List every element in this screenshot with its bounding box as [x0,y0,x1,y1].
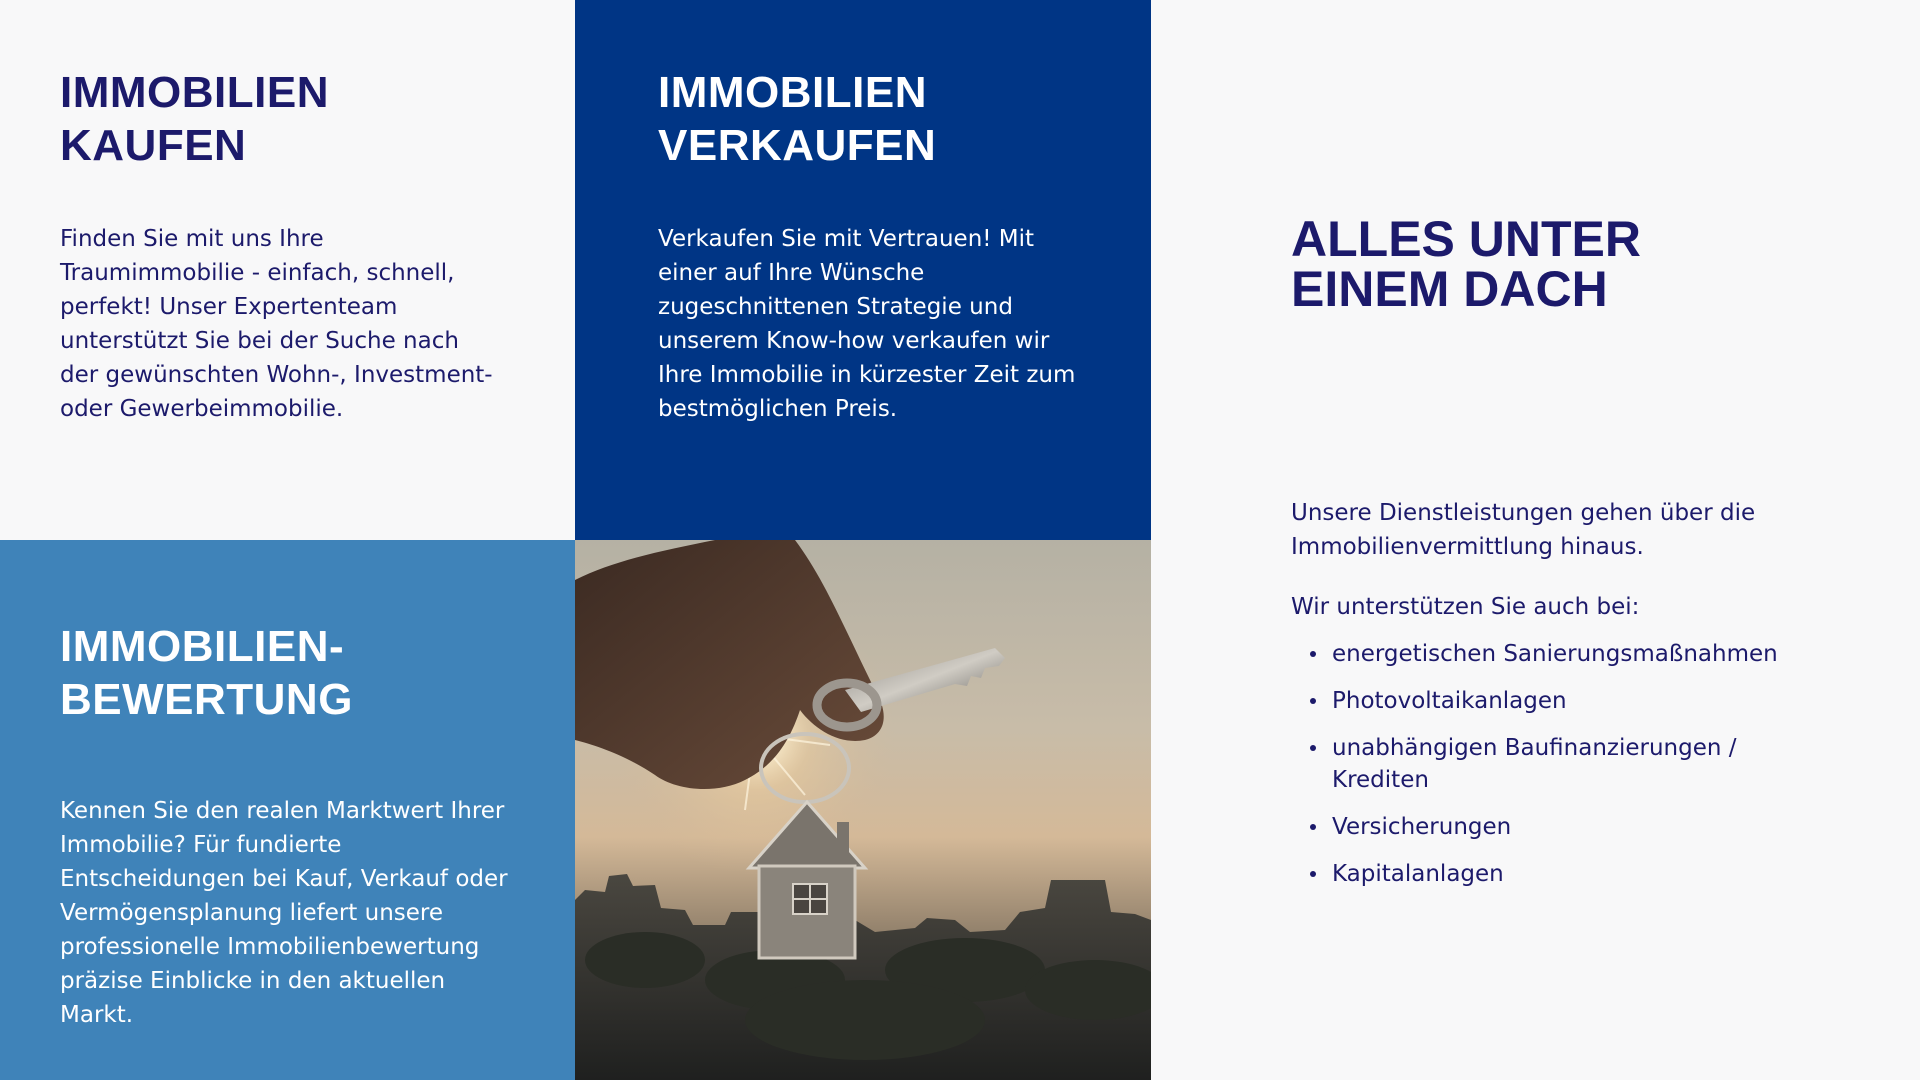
valuation-heading-line1: IMMOBILIEN- [60,622,345,671]
valuation-heading [60,620,515,726]
services-panel [1151,0,1920,1080]
buy-heading [60,66,515,172]
sell-heading [658,66,1091,172]
list-item: Kapitalanlagen [1332,858,1831,890]
services-content [1291,496,1831,905]
services-heading-line1: ALLES UNTER [1291,211,1641,267]
sell-heading-line2: VERKAUFEN [658,121,937,170]
services-heading-line2: EINEM DACH [1291,261,1608,317]
list-item: Versicherungen [1332,811,1831,843]
buy-heading-line1: IMMOBILIEN [60,68,329,117]
buy-heading-line2: KAUFEN [60,121,247,170]
services-heading [1291,211,1641,317]
valuation-description: Kennen Sie den realen Marktwert Ihrer Immobilie? Für fundierte Entscheidungen bei Kauf, Verkauf oder Vermögensplanung liefert unsere professionelle Immobilienbewertung präzise Einblicke in den aktuellen Markt. [60,798,508,1028]
sell-panel [575,0,1151,540]
sell-description: Verkaufen Sie mit Vertrauen! Mit einer auf Ihre Wünsche zugeschnittenen Strategie und unserem Know-how verkaufen wir Ihre Immobilie in kürzester Zeit zum bestmöglichen Preis. [658,226,1076,422]
services-intro: Unsere Dienstleistungen gehen über die Immobilienvermittlung hinaus. [1291,500,1756,560]
list-item: unabhängigen Baufinanzierungen / Krediten [1332,732,1831,796]
buy-description: Finden Sie mit uns Ihre Traumimmobilie - einfach, schnell, perfekt! Unser Expertenteam unterstützt Sie bei der Suche nach der gewünschten Wohn-, Investment- oder Gewerbeimmobilie. [60,226,493,422]
valuation-heading-line2: BEWERTUNG [60,675,353,724]
services-title-block [1291,211,1641,317]
list-item: Photovoltaikanlagen [1332,685,1831,717]
sell-heading-line1: IMMOBILIEN [658,68,927,117]
list-item: energetischen Sanierungsmaßnahmen [1332,638,1831,670]
services-list [1291,638,1831,890]
valuation-panel [0,540,575,1080]
key-house-photo [575,540,1151,1080]
services-support-label: Wir unterstützen Sie auch bei: [1291,594,1640,620]
key-house-illustration [575,540,1151,1080]
buy-panel [0,0,575,540]
